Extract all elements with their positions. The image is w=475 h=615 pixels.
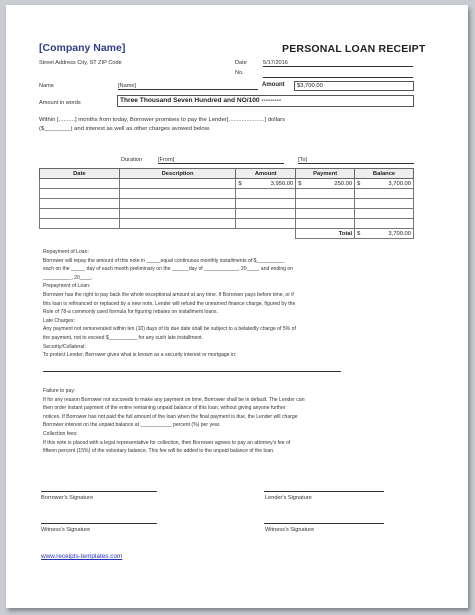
lender-signature-label: Lender's Signature	[265, 495, 312, 501]
cell-description[interactable]	[119, 209, 236, 219]
payment-table	[39, 168, 414, 239]
term-line: Failure to pay:	[43, 388, 76, 394]
duration-from-field[interactable]: [From]	[158, 157, 284, 164]
cell-payment[interactable]	[296, 209, 355, 219]
term-line: If this note is placed with a legal representative for collection, then Borrower agrees to pay an attorney's fee of	[43, 439, 291, 446]
cell-date[interactable]	[40, 189, 120, 199]
security-collateral-line[interactable]	[43, 371, 341, 372]
term-line: Prepayment of Loan:	[43, 283, 91, 290]
term-line: Rule of 78-a commonly used formula for figuring rebates on installment loans.	[43, 309, 218, 316]
company-name: [Company Name]	[39, 42, 126, 54]
amount-value: 3,950.00	[270, 180, 294, 187]
currency-symbol: $	[298, 180, 302, 187]
table-row	[40, 219, 414, 229]
term-line: __________, 20____.	[43, 274, 93, 281]
table-header-row	[40, 169, 414, 179]
term-line: the payment, not to exceed $__________ for any such late installment.	[43, 334, 203, 341]
term-line: then order instant payment of the entire remaining unpaid balance of this loan, without giving anyone further	[43, 405, 286, 412]
col-date-header: Date	[40, 169, 120, 179]
table-row	[40, 199, 414, 209]
term-line: Borrower interest on the unpaid balance at ___________ percent (%) per year.	[43, 422, 221, 429]
term-line: Any payment not remunerated within ten (10) days of its due date shall be subject to a belatedly charge of 5% of	[43, 326, 296, 333]
witness2-signature-label: Witness's Signature	[265, 527, 315, 533]
table-total-row	[40, 229, 414, 239]
website-link[interactable]: www.receipts-templates.com	[41, 553, 123, 560]
cell-description[interactable]	[119, 179, 236, 189]
col-balance-header: Balance	[355, 169, 414, 179]
terms-section-2	[43, 387, 437, 456]
date-field[interactable]: 5/17/2016	[263, 60, 413, 67]
name-label: Name	[39, 83, 54, 89]
cell-description[interactable]	[119, 189, 236, 199]
cell-balance[interactable]	[355, 219, 414, 229]
cell-amount[interactable]	[236, 199, 296, 209]
duration-label: Duration	[121, 157, 143, 163]
total-value: 3,700.00	[388, 230, 411, 237]
term-line: Borrower will repay the amount of this note in _____equal continuous monthly installments of $__________	[43, 257, 285, 264]
term-line: notices. If Borrower has not paid the full amount of the loan when the final payment is due, the Lender will charge	[43, 413, 298, 420]
cell-payment[interactable]	[296, 219, 355, 229]
witness1-signature-label: Witness's Signature	[41, 527, 91, 533]
term-line: each on the _____ day of each month preliminary on the ______day of ____________, 20____, and ending on	[43, 266, 294, 273]
cell-balance[interactable]	[355, 209, 414, 219]
cell-payment[interactable]	[296, 179, 355, 189]
borrower-signature-label: Borrower's Signature	[41, 495, 94, 501]
table-row	[40, 179, 414, 189]
col-payment-header: Payment	[296, 169, 355, 179]
cell-amount[interactable]	[236, 209, 296, 219]
term-line: Security/Collateral:	[43, 343, 86, 350]
duration-to-field[interactable]: [To]	[298, 157, 414, 164]
term-line: Late Charges:	[43, 317, 75, 324]
term-line: If for any reason Borrower not succeeds to make any payment on time, Borrower shall be in default. The Lender can	[43, 396, 305, 403]
receipt-document	[6, 5, 468, 608]
cell-amount[interactable]	[236, 189, 296, 199]
cell-date[interactable]	[40, 219, 120, 229]
amount-words-label: Amount in words	[39, 100, 81, 106]
currency-symbol: $	[357, 230, 361, 237]
lender-signature-line[interactable]	[264, 491, 384, 492]
balance-value: 3,700.00	[388, 180, 411, 187]
date-label: Date	[235, 60, 247, 66]
table-row	[40, 209, 414, 219]
name-field[interactable]: [Name]	[118, 83, 258, 90]
col-amount-header: Amount	[236, 169, 296, 179]
within-text-line2: ($________) and interest as well as other charges avowed below.	[39, 126, 211, 132]
within-text-line1: Within [..........] months from today, Borrower promises to pay the Lender[......................] dollars	[39, 117, 286, 123]
cell-date[interactable]	[40, 209, 120, 219]
number-label: No.	[235, 70, 244, 76]
amount-words-field[interactable]: Three Thousand Seven Hundred and NO/100 ---------	[117, 95, 414, 107]
cell-amount[interactable]	[236, 219, 296, 229]
term-line: Repayment of Loan:	[43, 249, 89, 255]
amount-field[interactable]: $3,700.00	[294, 81, 414, 91]
document-title: PERSONAL LOAN RECEIPT	[282, 43, 426, 55]
term-line: Collection fees:	[43, 430, 78, 437]
table-row	[40, 189, 414, 199]
witness1-signature-line[interactable]	[41, 523, 157, 524]
cell-amount[interactable]	[236, 179, 296, 189]
term-line: fifteen percent (15%) of the voluntary balance. This fee will be added to the unpaid balance of the loan.	[43, 448, 275, 455]
term-line: this loan is refinanced or replaced by a new note, Lender will refund the unearned finance charge, figured by the	[43, 300, 296, 307]
number-field[interactable]	[263, 70, 413, 78]
term-line: Borrower has the right to pay back the whole exceptional amount at any time. If Borrower pays before time, or if	[43, 291, 294, 298]
witness2-signature-line[interactable]	[264, 523, 384, 524]
cell-balance[interactable]	[355, 189, 414, 199]
currency-symbol: $	[238, 180, 242, 187]
cell-description[interactable]	[119, 199, 236, 209]
cell-payment[interactable]	[296, 189, 355, 199]
cell-description[interactable]	[119, 219, 236, 229]
cell-payment[interactable]	[296, 199, 355, 209]
borrower-signature-line[interactable]	[41, 491, 157, 492]
col-description-header: Description	[119, 169, 236, 179]
payment-value: 250.00	[334, 180, 353, 187]
term-line: To protect Lender, Borrower gives what is known as a security interest or mortgage in:	[43, 352, 237, 359]
total-cell	[355, 229, 414, 239]
amount-label: Amount	[262, 82, 285, 88]
cell-date[interactable]	[40, 199, 120, 209]
cell-balance[interactable]	[355, 199, 414, 209]
cell-balance[interactable]	[355, 179, 414, 189]
total-label: Total	[296, 229, 355, 239]
terms-section-1	[43, 248, 437, 360]
currency-symbol: $	[357, 180, 361, 187]
cell-date[interactable]	[40, 179, 120, 189]
company-address: Street Address City, ST ZIP Code	[39, 60, 122, 66]
